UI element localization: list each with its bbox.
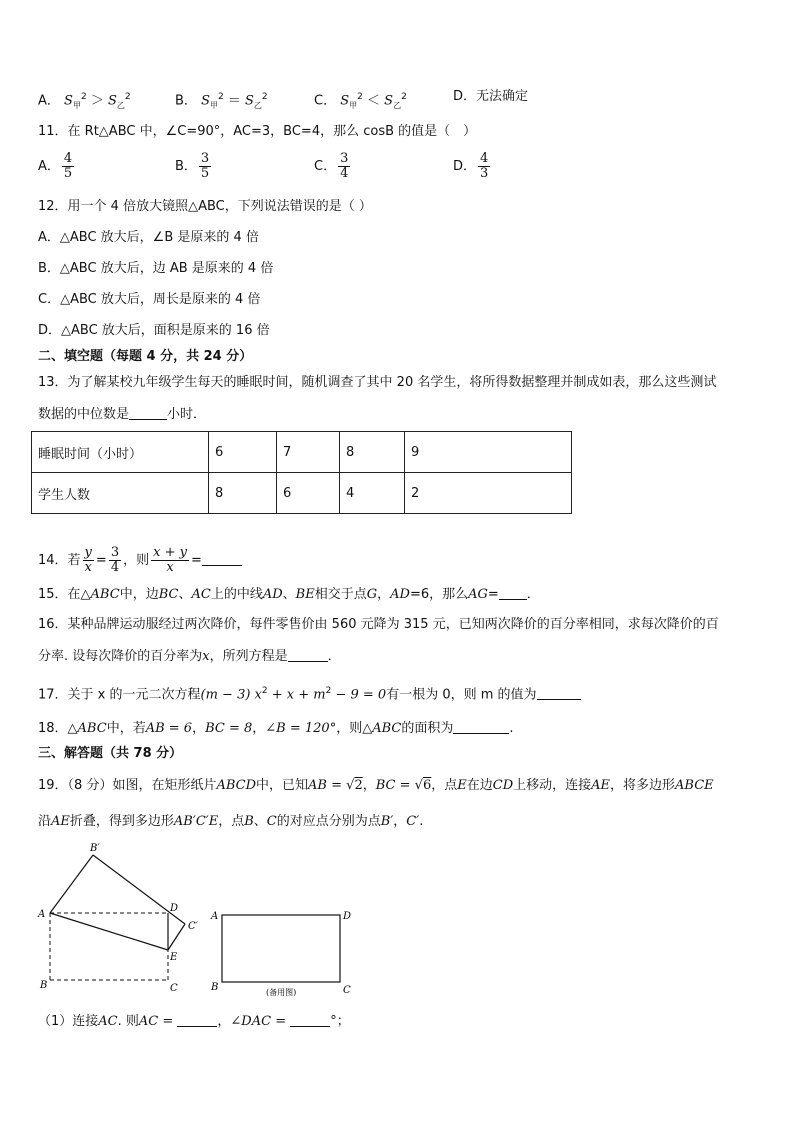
q10-option-d: D．无法确定 — [453, 89, 529, 104]
q19-line1: 19．（8 分）如图，在矩形纸片ABCD中，已知AB = √2，BC = √6，点E在边CD上移动，连接AE，将多边形ABCE — [38, 778, 714, 793]
table-cell: 睡眠时间（小时） — [32, 432, 209, 473]
q11-stem: 11．在 Rt△ABC 中，∠C=90°，AC=3，BC=4，那么 cosB 的值是（ ） — [38, 124, 477, 139]
q10-option-b: B． $S_甲^2 = S_乙^2$ — [175, 92, 268, 110]
table-cell: 8 — [209, 473, 277, 514]
label2-c: C — [343, 985, 351, 996]
q14: 14．若 $\frac{y}{x}$ = $\frac{3}{4}$ ，则 $\frac{x + y}{x}$ = — [38, 542, 242, 580]
q10-option-c: C． $S_甲^2 < S_乙^2$ — [314, 92, 407, 110]
q19-figure — [30, 840, 370, 1005]
edge-cprime-e — [168, 924, 185, 950]
label-e: E — [170, 952, 178, 963]
label-c-prime: C′ — [188, 921, 198, 932]
q12-option-a: A．△ABC 放大后，∠B 是原来的 4 倍 — [38, 230, 259, 245]
q11-option-c: C． $\frac{3}{4}$ — [314, 151, 349, 181]
q17: 17．关于 x 的一元二次方程(m − 3) $x^2 + x + m^2 - 9 = 0$有一根为 0，则 m 的值为 — [38, 682, 581, 704]
q11-option-d: D． $\frac{4}{3}$ — [453, 151, 489, 181]
label-d: D — [170, 903, 179, 914]
q12-option-d: D．△ABC 放大后，面积是原来的 16 倍 — [38, 323, 270, 338]
table-cell: 7 — [277, 432, 340, 473]
fold-line-ae — [50, 913, 168, 950]
q16-answer-blank — [288, 647, 328, 662]
table-cell: 学生人数 — [32, 473, 209, 514]
q16-line1: 16．某种品牌运动服经过两次降价，每件零售价由 560 元降为 315 元，已知两次降价的百分率相同，求每次降价的百 — [38, 617, 719, 632]
table-cell: 6 — [277, 473, 340, 514]
spare-rectangle — [222, 915, 340, 982]
q10-option-a: A． $S_甲^2 > S_乙^2$ — [38, 92, 131, 110]
table-cell: 2 — [405, 473, 572, 514]
table-cell: 9 — [405, 432, 572, 473]
spare-rectangle-diagram — [210, 911, 351, 997]
q13-line2: 数据的中位数是 小时． — [38, 407, 207, 422]
label2-d: D — [343, 911, 352, 922]
q19-line2: 沿AE折叠，得到多边形AB′C′E，点B、C的对应点分别为点B′，C′. — [38, 814, 424, 829]
label-b-prime: B′ — [90, 843, 100, 854]
section-2-title: 二、填空题（每题 4 分，共 24 分） — [38, 349, 253, 364]
q16-line2: 分率. 设每次降价的百分率为x，所列方程是 ． — [38, 649, 341, 664]
q12-option-b: B．△ABC 放大后，边 AB 是原来的 4 倍 — [38, 261, 274, 276]
table-row — [32, 432, 572, 473]
section-3-title: 三、解答题（共 78 分） — [38, 746, 183, 761]
q13-answer-blank — [129, 405, 167, 420]
q18-answer-blank — [453, 719, 509, 734]
table-cell: 4 — [340, 473, 405, 514]
q12-stem: 12．用一个 4 倍放大镜照△ABC，下列说法错误的是（ ） — [38, 199, 372, 214]
label-a: A — [38, 909, 46, 920]
q13-line1: 13．为了解某校九年级学生每天的睡眠时间，随机调查了其中 20 名学生，将所得数据整理并制成如表，那么这些测试 — [38, 375, 717, 390]
q12-option-c: C．△ABC 放大后，周长是原来的 4 倍 — [38, 292, 261, 307]
table-cell: 8 — [340, 432, 405, 473]
q17-answer-blank — [537, 685, 581, 700]
label-b: B — [40, 980, 48, 991]
q15-answer-blank — [499, 585, 527, 600]
q19-angle-answer-blank — [290, 1012, 330, 1027]
label2-b: B — [211, 982, 219, 993]
label-c: C — [170, 983, 178, 994]
q18: 18．△ABC中，若AB = 6，BC = 8，∠B = 120°，则△ABC的面积为 . — [38, 721, 514, 736]
q19-part1: （1）连接AC. 则AC = ，∠DAC = °； — [38, 1014, 350, 1029]
sleep-data-table — [31, 431, 572, 514]
q14-answer-blank — [202, 551, 242, 566]
q11-option-b: B． $\frac{3}{5}$ — [175, 151, 210, 181]
q19-ac-answer-blank — [177, 1012, 217, 1027]
table-row — [32, 473, 572, 514]
q11-option-a: A． $\frac{4}{5}$ — [38, 151, 73, 181]
q15: 15．在△ABC中，边BC、AC上的中线AD、BE相交于点G，AD=6，那么AG= ． — [38, 587, 540, 602]
table-cell: 6 — [209, 432, 277, 473]
folded-rectangle-diagram — [37, 843, 199, 994]
edge-ab-prime — [50, 855, 93, 913]
label2-a: A — [211, 911, 219, 922]
figure-caption: (备用图) — [266, 988, 297, 997]
